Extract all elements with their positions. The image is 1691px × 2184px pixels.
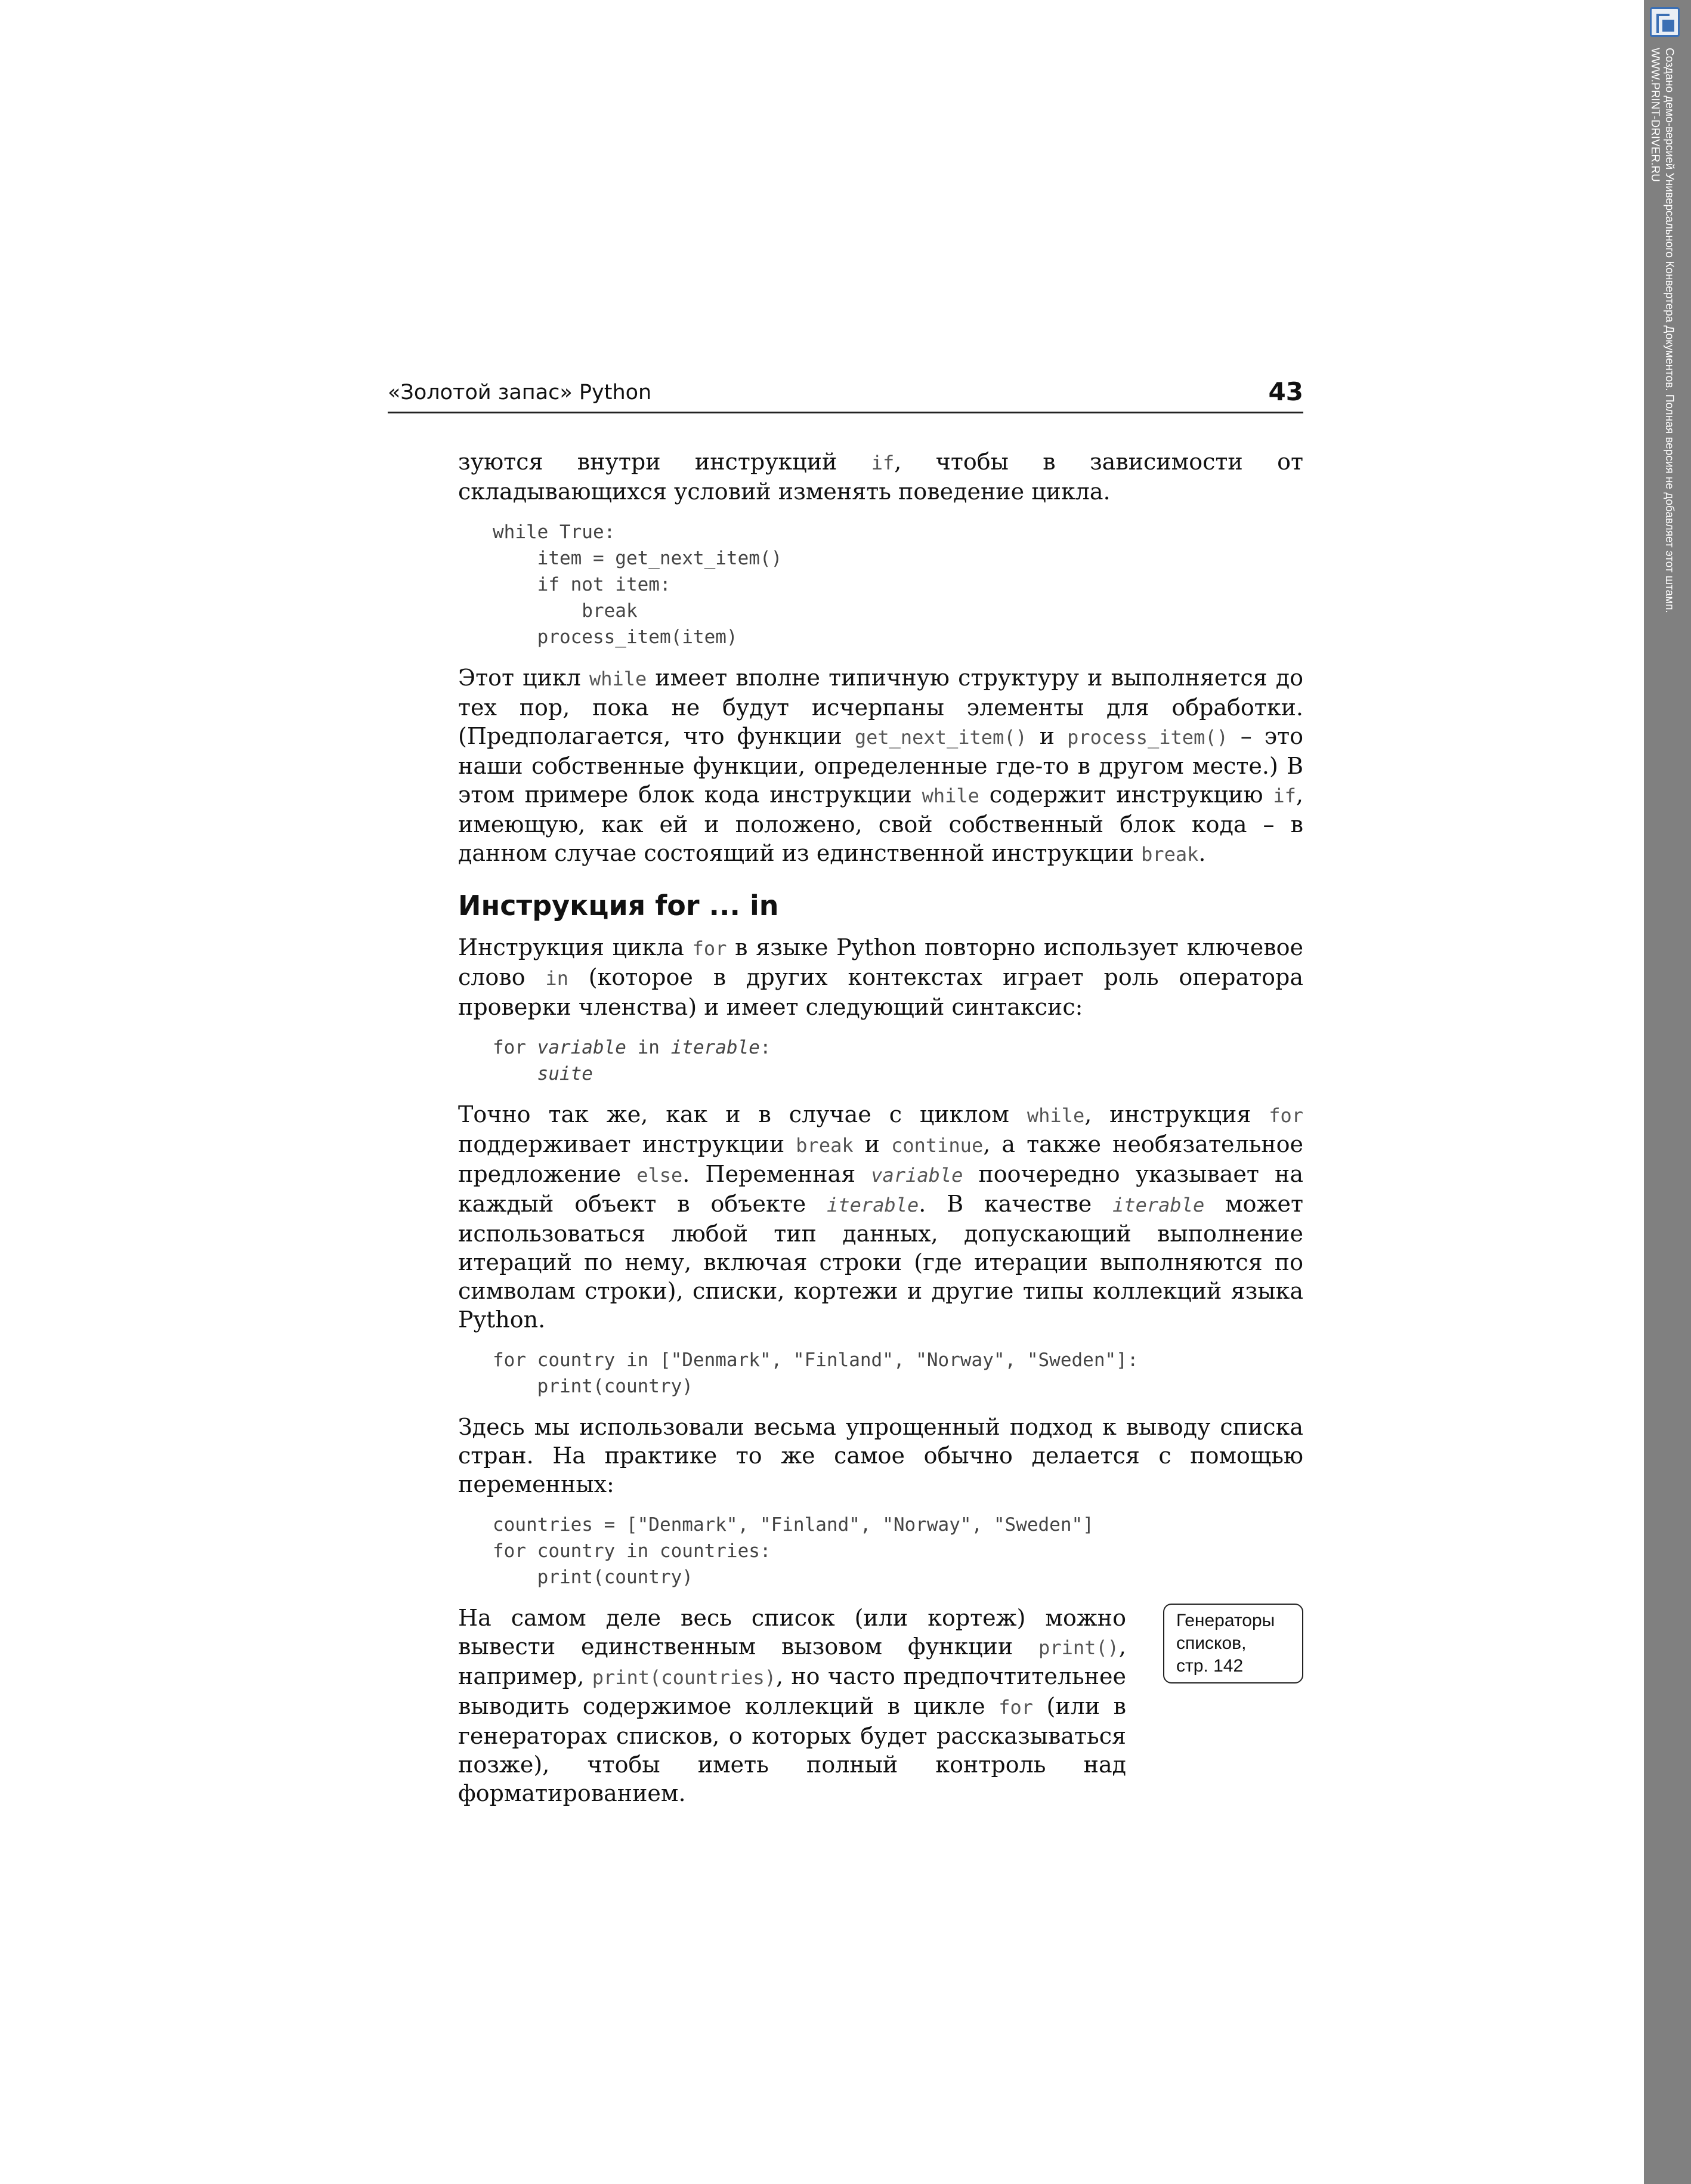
text: , например, — [458, 1633, 1126, 1689]
code-line: item = get_next_item() — [493, 548, 783, 569]
inline-code: in — [545, 967, 568, 990]
page-body — [458, 447, 1303, 1821]
inline-code: continue — [891, 1134, 984, 1157]
text: в языке Python повторно использует ключевое слово — [458, 934, 1303, 990]
code-placeholder: iterable — [670, 1037, 760, 1058]
paragraph-3 — [458, 933, 1303, 1021]
code-line: for country in countries: — [493, 1540, 771, 1562]
code-text — [493, 1063, 537, 1085]
paragraph-6 — [458, 1604, 1126, 1808]
margin-note — [1163, 1604, 1303, 1683]
inline-code: process_item() — [1067, 726, 1228, 749]
code-block-3 — [493, 1347, 1303, 1400]
text: Этот цикл — [458, 665, 589, 691]
text: содержит инструкцию — [979, 781, 1273, 808]
text: Точно так же, как и в случае с циклом — [458, 1101, 1027, 1127]
paragraph-2 — [458, 663, 1303, 869]
code-block-2 — [493, 1034, 1303, 1087]
watermark-line-1: Создано демо-версией Универсального Конвертера Документов. Полная версия не добавляет этот штамп. — [1663, 48, 1675, 613]
margin-note-line: стр. 142 — [1176, 1656, 1244, 1676]
text: – это наши собственные функции, определенные где-то в другом месте.) В этом примере блок кода инструкции — [458, 723, 1303, 808]
page-header — [388, 375, 1303, 413]
paragraph-4 — [458, 1100, 1303, 1334]
code-placeholder: variable — [537, 1037, 626, 1058]
text: зуются внутри инструкций — [458, 449, 871, 475]
code-line: for country in ["Denmark", "Finland", "Norway", "Sweden"]: — [493, 1349, 1139, 1371]
code-block-4 — [493, 1512, 1303, 1590]
code-line: process_item(item) — [493, 626, 738, 648]
code-placeholder: suite — [537, 1063, 593, 1085]
code-text: : — [759, 1037, 771, 1058]
code-line: print(country) — [493, 1376, 693, 1397]
code-line: if not item: — [493, 574, 671, 595]
text: может использоваться любой тип данных, допускающий выполнение итераций по нему, включая строки (где итерации выполняются по символам строки), списки, кортежи и другие типы коллекций языка Python. — [458, 1191, 1303, 1333]
inline-code: get_next_item() — [854, 726, 1027, 749]
text: , инструкция — [1084, 1101, 1269, 1127]
inline-code: while — [589, 668, 647, 690]
text: , имеющую, как ей и положено, свой собственный блок кода – в данном случае состоящий из единственной инструкции — [458, 781, 1303, 866]
text: , чтобы в зависимости от складывающихся условий изменять поведение цикла. — [458, 449, 1303, 505]
inline-code: if — [1273, 784, 1296, 807]
paragraph-5: Здесь мы использовали весьма упрощенный подход к выводу списка стран. На практике то же самое обычно делается с помощью переменных: — [458, 1414, 1303, 1497]
text: поочередно указывает на каждый объект в объекте — [458, 1161, 1303, 1217]
text: . Переменная — [682, 1161, 871, 1187]
inline-code: for — [1269, 1104, 1303, 1127]
inline-code: for — [692, 937, 727, 960]
inline-code: break — [1141, 843, 1199, 866]
code-line: while True: — [493, 521, 616, 543]
section-heading: Инструкция for ... in — [458, 889, 779, 922]
watermark-text — [1647, 48, 1676, 613]
page-number: 43 — [1268, 377, 1303, 406]
inline-code-placeholder: iterable — [1112, 1194, 1205, 1216]
margin-note-line: Генераторы — [1176, 1611, 1275, 1630]
text: (которое в других контекстах играет роль оператора проверки членства) и имеет следующий синтаксис: — [458, 964, 1303, 1020]
paragraph-1 — [458, 447, 1303, 506]
text: Инструкция цикла — [458, 934, 693, 960]
code-line: print(country) — [493, 1567, 693, 1588]
document-logo-icon — [1650, 7, 1680, 37]
inline-code: while — [1027, 1104, 1085, 1127]
watermark-line-2: WWW.PRINT-DRIVER.RU — [1649, 48, 1661, 182]
text: На самом деле весь список (или кортеж) можно вывести единственным вызовом функции — [458, 1605, 1126, 1660]
inline-code: break — [796, 1134, 854, 1157]
inline-code: for — [998, 1696, 1033, 1719]
running-title: «Золотой запас» Python — [388, 381, 652, 404]
inline-code-placeholder: variable — [871, 1164, 963, 1187]
inline-code: if — [871, 452, 895, 474]
text: , но часто предпочтительнее выводить содержимое коллекций в цикле — [458, 1663, 1126, 1719]
margin-note-line: списков, — [1176, 1633, 1247, 1653]
text: и — [853, 1131, 892, 1157]
text: . В качестве — [919, 1191, 1113, 1217]
text: имеет вполне типичную структуру и выполняется до тех пор, пока не будут исчерпаны элементы для обработки. (Предполагается, что функции — [458, 665, 1304, 749]
code-block-1 — [493, 519, 1303, 650]
text: , а также необязательное предложение — [458, 1131, 1303, 1187]
paragraph-6-wrapper — [458, 1604, 1275, 1808]
text: поддерживает инструкции — [458, 1131, 796, 1157]
code-line: break — [493, 600, 638, 622]
inline-code: else — [636, 1164, 683, 1187]
text: и — [1027, 723, 1068, 749]
code-text: for — [493, 1037, 537, 1058]
inline-code: print() — [1038, 1636, 1119, 1659]
inline-code: print(countries) — [592, 1666, 776, 1689]
code-line: countries = ["Denmark", "Finland", "Norway", "Sweden"] — [493, 1514, 1094, 1536]
inline-code: while — [922, 784, 979, 807]
code-text: in — [626, 1037, 671, 1058]
text: . — [1198, 840, 1206, 866]
text: (или в генераторах списков, о которых будет рассказываться позже), чтобы иметь полный контроль над форматированием. — [458, 1693, 1127, 1806]
inline-code-placeholder: iterable — [827, 1194, 919, 1216]
